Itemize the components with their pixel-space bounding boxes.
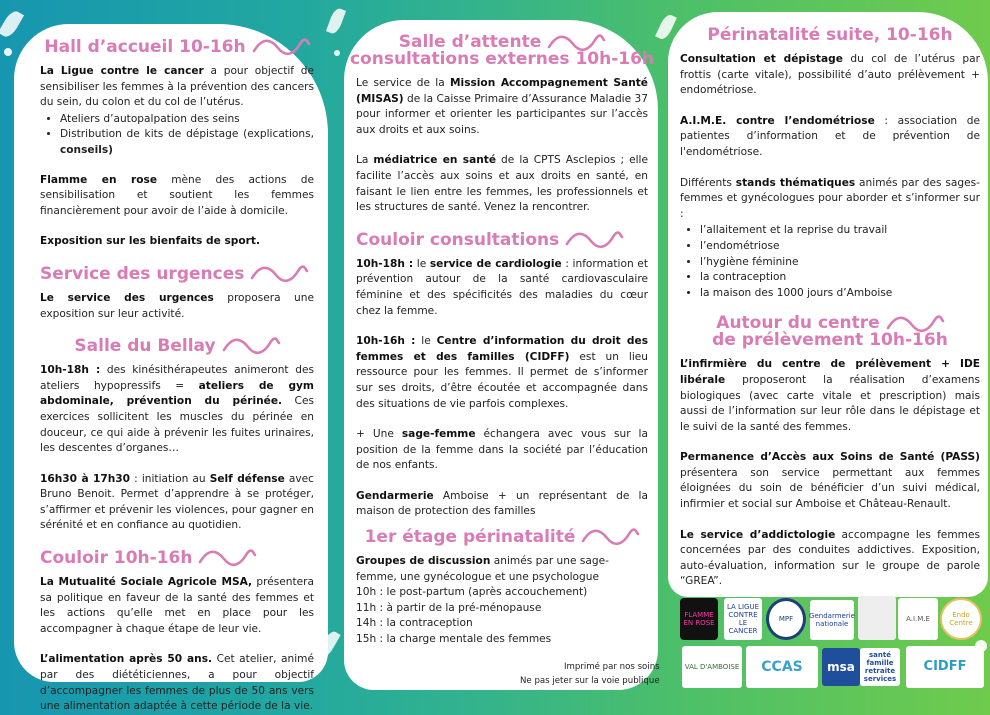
print-note-line1: Imprimé par nos soins [564, 662, 660, 672]
section-heading-text: Périnatalité suite, 10-16h [707, 25, 953, 45]
paragraph [680, 528, 980, 590]
panel-left [14, 24, 328, 713]
text: avec Bruno Benoit. Permet d’apprendre à se protéger, s’affirmer et prévenir les violences, pour gagner en sérénité et en confiance au quotidien. [40, 472, 314, 532]
bold-text: Gendarmerie [356, 489, 434, 502]
paragraph [356, 334, 648, 412]
text: présentera son service permettant aux femmes éloignées du soin de bénéficier d’un suivi médical, infirmier et social sur Amboise et Château-Renault. [680, 466, 980, 511]
section-heading-text: de prélèvement 10h-16h [712, 330, 948, 351]
bold-text: conseils) [60, 143, 113, 156]
list-item [700, 286, 980, 302]
paragraph [356, 153, 648, 215]
section-heading-text: Hall d’accueil 10-16h [44, 37, 246, 57]
print-note-line2: Ne pas jeter sur la voie publique [520, 676, 660, 686]
paragraph [680, 114, 980, 161]
logo-msa: msa [822, 648, 860, 686]
text: Ces exercices sollicitent les muscles du périnée en douceur, ce qui aide à prévenir les fuites urinaires, les descentes d’organes… [40, 395, 314, 455]
panel-content [349, 20, 655, 648]
bullet-list [40, 112, 314, 159]
paragraph [680, 176, 980, 223]
paragraph [40, 64, 314, 111]
logo-flamme-en-rose: FLAMME EN ROSE [680, 598, 718, 640]
paragraph [356, 554, 648, 648]
bold-text: Consultation et dépistage [680, 53, 843, 65]
paragraph [40, 363, 314, 457]
text: : association de patientes d’information et de prévention de l'endométriose. [680, 114, 980, 158]
list-item [700, 223, 980, 239]
panel-content [40, 24, 314, 715]
paragraph [40, 173, 314, 220]
section-heading [356, 528, 648, 546]
logo-endo-centre: Endo Centre [940, 598, 982, 640]
text: Ateliers d’autopalpation des seins [60, 112, 240, 125]
bold-text: 16h30 à 17h30 [40, 472, 131, 485]
bold-text: A.I.M.E. contre l’endométriose [680, 114, 875, 127]
text: du col de l’utérus par frottis (carte vitale), possibilité d’auto prélèvement + endométriose. [680, 53, 980, 97]
bold-text: Flamme en rose [40, 173, 158, 186]
list-item [700, 270, 980, 286]
wave-decoration-icon [222, 339, 280, 353]
text: présentera sa politique en faveur de la santé des femmes et les actions qu’elle met en place pour les accompagner à chaque étape de leur vie. [40, 576, 314, 635]
text: Le service de la [356, 77, 451, 89]
logo-msa-tagline: santé famille retraite services [860, 648, 900, 686]
bold-text: 10h-16h : [356, 335, 416, 348]
text: Cet atelier, animé par des diététiciennes, a pour objectif d’accompagner les femmes de plus de 50 ans vers une alimentation adaptée à cette période de la vie. [40, 653, 314, 713]
paragraph [40, 652, 314, 714]
panel-middle [344, 20, 658, 690]
bold-text: Self défense [209, 472, 285, 485]
text: est un lieu ressource pour les femmes. Il permet de s’informer sur ses droits, d’être écoutée et accompagnée dans des situations de vie parfois complexes. [356, 350, 648, 410]
bold-text: Centre d’information du droit des femmes et des familles (CIDFF) [356, 335, 648, 363]
bold-text: L’infirmière du centre de prélèvement + IDE libérale [680, 358, 980, 386]
text: des kinésithérapeutes animeront des ateliers hypopressifs = [40, 364, 315, 392]
paragraph [680, 357, 980, 435]
paragraph [680, 52, 980, 99]
wave-decoration-icon [565, 233, 623, 247]
bold-text: ateliers de gym abdominale, prévention du périnée. [40, 379, 314, 408]
text: accompagne les femmes concernées par des conduites addictives. Exposition, auto-évaluation, information sur le groupe de parole “GREA”. [680, 528, 981, 588]
paragraph [40, 472, 314, 534]
section-heading [349, 32, 655, 69]
bold-text: Mission Accompagnement Santé (MISAS) [356, 77, 648, 105]
text: : information et prévention autour de la santé cardiovasculaire féminine et des spécificités des maladies du cœur chez la femme. [356, 257, 648, 317]
paragraph [356, 489, 648, 520]
text: Amboise + un représentant de la maison de protection des familles [356, 489, 648, 518]
panel-content [680, 12, 980, 590]
paragraph [356, 76, 648, 138]
section-heading [356, 231, 648, 249]
section-heading [40, 38, 314, 56]
print-note [520, 660, 660, 688]
section-heading [40, 265, 314, 283]
bold-text: Permanence d’Accès aux Soins de Santé (PASS) [680, 451, 980, 464]
bold-text: service de cardiologie [429, 257, 562, 270]
section-heading-text: Couloir 10h-16h [40, 548, 193, 569]
logo-val-amboise: VAL D'AMBOISE [682, 646, 742, 688]
wave-decoration-icon [581, 530, 639, 544]
text: animés par une sage-femme, une gynécologue et une psychologue [356, 555, 609, 583]
logo-gendarmerie: Gendarmerie nationale [810, 600, 854, 640]
wave-decoration-icon [198, 551, 256, 565]
list-item [700, 255, 980, 271]
schedule-line: 11h : à partir de la pré-ménopause [356, 601, 542, 614]
logo-aime: A.I.M.E [898, 598, 938, 640]
list-item [60, 127, 314, 158]
bullet-list [680, 223, 980, 301]
paragraph [40, 291, 314, 322]
section-heading [680, 26, 980, 44]
bold-text: Le service d’addictologie [680, 528, 836, 541]
text: de la CPTS Asclepios ; elle facilite l’accès aux soins et aux droits en santé, en faisant le lien entre les femmes, les professionnels et les structures de santé. Venez la rencontrer. [356, 154, 649, 214]
text: l’allaitement et la reprise du travail [700, 224, 888, 237]
bold-text: médiatrice en santé [373, 154, 497, 167]
text: animés par des sages-femmes et gynécologues pour aborder et s’informer sur : [680, 176, 981, 220]
section-heading-text: Service des urgences [40, 263, 245, 284]
wave-decoration-icon [252, 40, 310, 54]
paragraph [40, 575, 314, 637]
wave-decoration-icon [547, 36, 605, 50]
text: + Une [356, 428, 402, 441]
bold-text: sage-femme [401, 428, 476, 441]
text: proposeront la réalisation d’examens biologiques (avec carte vitale et prescription) mais aussi de l’information sur leur rôle dans le dépistage et le suivi de la santé des femmes. [680, 373, 980, 433]
section-heading [40, 549, 314, 567]
bold-text: La Mutualité Sociale Agricole MSA, [40, 576, 253, 589]
wave-decoration-icon [250, 267, 308, 281]
logo-mpf: MPF [766, 598, 806, 640]
bold-text: stands thématiques [735, 176, 856, 189]
text: échangera avec vous sur la position de la femme dans la société par l’éducation de nos enfants. [356, 428, 648, 472]
bold-text: 10h-18h : [40, 364, 101, 377]
bold-text: Le service des urgences [40, 291, 214, 304]
schedule-line: 14h : la contraception [356, 617, 473, 630]
text: a pour objectif de sensibiliser les femmes à la prévention des cancers du sein, du colon et du col de l’utérus. [40, 65, 314, 109]
text: La [356, 154, 374, 167]
logo-cidff: CIDFF [906, 646, 984, 688]
bold-text: La Ligue contre le cancer [40, 65, 204, 77]
schedule-line: 10h : le post-partum (après accouchement) [356, 586, 588, 599]
text: proposera une exposition sur leur activité. [40, 291, 314, 320]
bold-text: Groupes de discussion [356, 555, 491, 568]
text: l’endométriose [700, 239, 780, 252]
text: de la Caisse Primaire d’Assurance Maladie 37 pour informer et orienter les participantes sur l’accès aux droits et aux soins. [356, 92, 648, 136]
section-heading-text: Couloir consultations [356, 229, 560, 250]
panel-right [668, 12, 988, 597]
text: l’hygiène féminine [700, 255, 799, 268]
section-heading-text: Salle d’attente [398, 32, 542, 52]
section-heading-text: 1er étage périnatalité [364, 527, 576, 548]
section-heading-text: consultations externes 10h-16h [349, 49, 655, 69]
text: la maison des 1000 jours d’Amboise [700, 286, 893, 299]
bold-text: L’alimentation après 50 ans. [40, 653, 213, 666]
text: : initiation au [130, 472, 210, 485]
text: le [413, 257, 430, 270]
list-item [60, 112, 314, 128]
section-heading-text: Autour du centre [716, 313, 880, 334]
paragraph [356, 427, 648, 474]
bold-text: Exposition sur les bienfaits de sport. [40, 235, 260, 248]
text: Différents [680, 176, 736, 189]
section-heading [680, 315, 980, 349]
text: le [415, 335, 437, 348]
wave-decoration-icon [886, 317, 944, 331]
bold-text: 10h-18h : [356, 257, 414, 270]
list-item [700, 239, 980, 255]
logo-misc [858, 596, 896, 640]
text: la contraception [700, 271, 787, 284]
paragraph [680, 450, 980, 512]
section-heading [40, 337, 314, 355]
section-heading-text: Salle du Bellay [74, 336, 216, 357]
text: mène des actions de sensibilisation et soutient les femmes financièrement pour avoir de l’aide à domicile. [40, 173, 315, 217]
paragraph [356, 257, 648, 319]
partner-logos [676, 596, 986, 692]
logo-ccas: CCAS [746, 646, 818, 688]
text: Distribution de kits de dépistage (explications, [60, 128, 314, 141]
paragraph [40, 234, 314, 250]
schedule-line: 15h : la charge mentale des femmes [356, 633, 552, 646]
logo-ligue-contre-cancer: LA LIGUE CONTRE LE CANCER [724, 598, 762, 640]
